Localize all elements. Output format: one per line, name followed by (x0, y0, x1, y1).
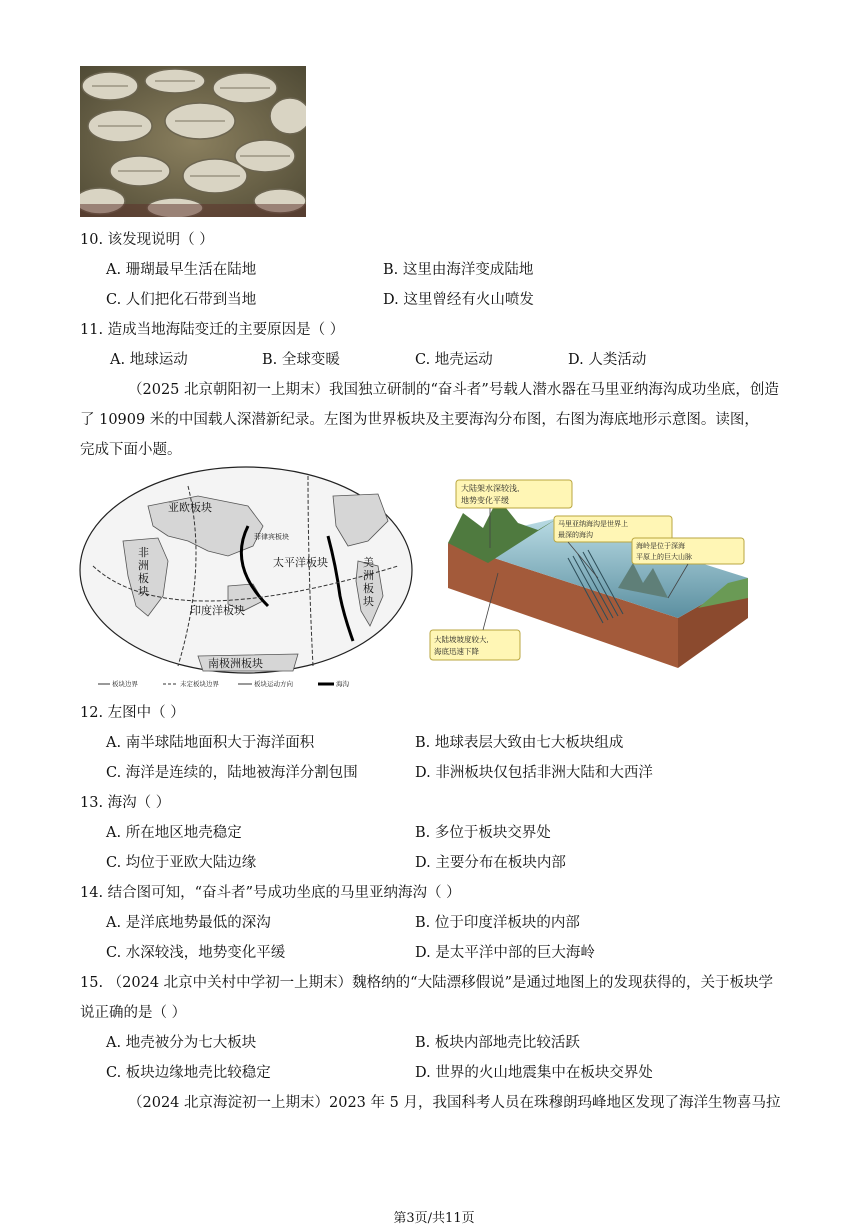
callout-bottom-line-1: 大陆坡坡度较大, (434, 635, 489, 644)
map-label-american-2: 洲 (363, 570, 374, 582)
world-plate-map (78, 466, 414, 688)
legend-boundary: 板块边界 (112, 681, 138, 688)
map-label-eurasian: 亚欧板块 (168, 502, 212, 514)
question-12-stem: 12. 左图中（ ） (80, 705, 185, 721)
question-12-option-a[interactable]: A. 南半球陆地面积大于海洋面积 (106, 735, 315, 751)
question-11-option-c[interactable]: C. 地壳运动 (415, 352, 493, 368)
question-15-stem-line-2: 说正确的是（ ） (80, 1005, 187, 1021)
question-15-option-a[interactable]: A. 地壳被分为七大板块 (106, 1035, 257, 1051)
question-10-option-c[interactable]: C. 人们把化石带到当地 (106, 292, 257, 308)
map-label-african-1: 非 (138, 547, 149, 559)
map-label-pacific: 太平洋板块 (273, 557, 328, 569)
question-13-option-d[interactable]: D. 主要分布在板块内部 (415, 855, 566, 871)
coral-fossil-photo (80, 66, 306, 217)
question-10-option-b[interactable]: B. 这里由海洋变成陆地 (383, 262, 534, 278)
question-14-option-d[interactable]: D. 是太平洋中部的巨大海岭 (415, 945, 595, 961)
question-13-stem: 13. 海沟（ ） (80, 795, 171, 811)
passage-1-line-3: 完成下面小题。 (80, 442, 182, 458)
question-11-option-a[interactable]: A. 地球运动 (110, 352, 188, 368)
passage-2-line-1: （2024 北京海淀初一上期末）2023 年 5 月，我国科考人员在珠穆朗玛峰地区发现了海洋生物喜马拉 (128, 1095, 781, 1111)
map-label-american-3: 板 (363, 583, 374, 595)
callout-right-line-2: 平原上的巨大山脉 (636, 554, 692, 561)
callout-mid-line-1: 马里亚纳海沟是世界上 (558, 521, 628, 528)
question-13-option-b[interactable]: B. 多位于板块交界处 (415, 825, 551, 841)
question-13-option-a[interactable]: A. 所在地区地壳稳定 (106, 825, 242, 841)
map-label-indian: 印度洋板块 (190, 605, 245, 617)
callout-top-line-2: 地势变化平缓 (461, 496, 509, 505)
question-15-option-c[interactable]: C. 板块边缘地壳比较稳定 (106, 1065, 271, 1081)
question-11-stem: 11. 造成当地海陆变迁的主要原因是（ ） (80, 322, 345, 338)
map-label-antarctic: 南极洲板块 (208, 658, 263, 670)
question-14-option-b[interactable]: B. 位于印度洋板块的内部 (415, 915, 580, 931)
question-15-stem-line-1: 15. （2024 北京中关村中学初一上期末）魏格纳的“大陆漂移假说”是通过地图上的发现获得的，关于板块学 (80, 975, 774, 991)
question-12-option-c[interactable]: C. 海洋是连续的，陆地被海洋分割包围 (106, 765, 358, 781)
map-label-american-1: 美 (363, 557, 374, 569)
question-15-option-d[interactable]: D. 世界的火山地震集中在板块交界处 (415, 1065, 653, 1081)
callout-right-line-1: 海岭是位于深海 (636, 543, 685, 550)
question-11-option-b[interactable]: B. 全球变暖 (262, 352, 340, 368)
question-12-option-d[interactable]: D. 非洲板块仅包括非洲大陆和大西洋 (415, 765, 653, 781)
callout-mid-line-2: 最深的海沟 (558, 532, 593, 539)
legend-motion: 板块运动方向 (254, 681, 293, 688)
question-15-option-b[interactable]: B. 板块内部地壳比较活跃 (415, 1035, 580, 1051)
question-10-stem: 10. 该发现说明（ ） (80, 232, 214, 248)
callout-bottom-line-2: 海底迅速下降 (434, 647, 479, 656)
legend-trench: 海沟 (336, 681, 349, 688)
question-14-option-a[interactable]: A. 是洋底地势最低的深沟 (106, 915, 271, 931)
map-label-american-4: 块 (363, 596, 374, 608)
question-12-option-b[interactable]: B. 地球表层大致由七大板块组成 (415, 735, 624, 751)
map-label-african-2: 洲 (138, 560, 149, 572)
passage-1-line-1: （2025 北京朝阳初一上期末）我国独立研制的“奋斗者”号载人潜水器在马里亚纳海沟成功坐底，创造 (128, 382, 779, 398)
page-number-footer: 第3页/共11页 (393, 1211, 475, 1226)
passage-1-line-2: 了 10909 米的中国载人深潜新纪录。左图为世界板块及主要海沟分布图，右图为海底地形示意图。读图， (80, 412, 759, 428)
map-label-african-4: 块 (138, 586, 149, 598)
map-label-african-3: 板 (138, 573, 149, 585)
question-11-option-d[interactable]: D. 人类活动 (568, 352, 647, 368)
question-13-option-c[interactable]: C. 均位于亚欧大陆边缘 (106, 855, 257, 871)
legend-uncertain: 未定板块边界 (180, 681, 219, 688)
question-14-stem: 14. 结合图可知，“奋斗者”号成功坐底的马里亚纳海沟（ ） (80, 885, 461, 901)
question-14-option-c[interactable]: C. 水深较浅，地势变化平缓 (106, 945, 286, 961)
question-10-option-a[interactable]: A. 珊瑚最早生活在陆地 (106, 262, 257, 278)
map-label-small: 菲律宾板块 (254, 534, 289, 541)
question-10-option-d[interactable]: D. 这里曾经有火山喷发 (383, 292, 534, 308)
callout-top-line-1: 大陆架水深较浅, (461, 484, 520, 493)
seafloor-block-diagram (428, 468, 754, 676)
